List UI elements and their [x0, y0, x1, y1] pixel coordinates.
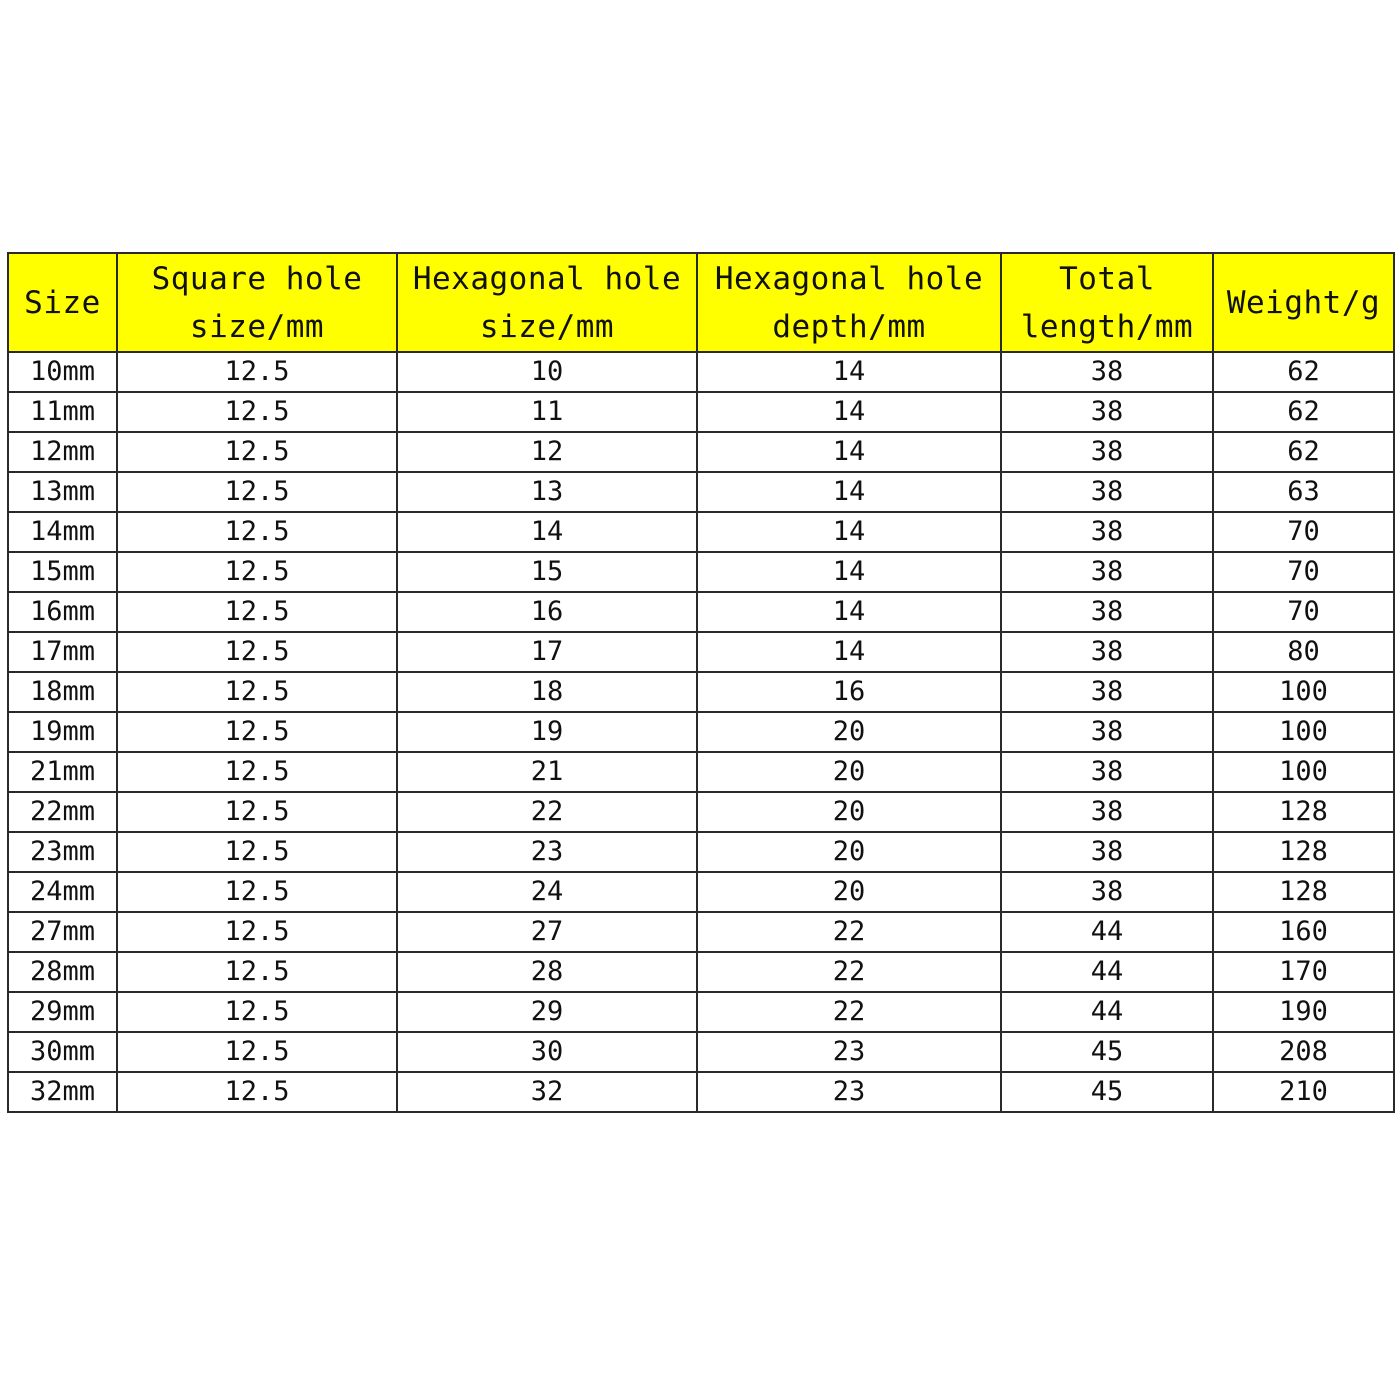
hexagonal-hole-size-cell: 12 [397, 432, 697, 472]
table-row [8, 392, 1394, 432]
total-length-cell: 44 [1001, 952, 1213, 992]
size-cell: 23mm [8, 832, 117, 872]
spec-table [7, 252, 1395, 1113]
hexagonal-hole-depth-cell: 20 [697, 792, 1001, 832]
weight-cell: 62 [1213, 392, 1394, 432]
size-cell: 29mm [8, 992, 117, 1032]
square-hole-size-cell: 12.5 [117, 912, 397, 952]
weight-cell: 128 [1213, 832, 1394, 872]
hexagonal-hole-size-cell: 10 [397, 352, 697, 392]
table-row [8, 792, 1394, 832]
hexagonal-hole-size-cell: 29 [397, 992, 697, 1032]
total-length-cell: 38 [1001, 792, 1213, 832]
total-length-cell: 38 [1001, 632, 1213, 672]
total-length-cell: 38 [1001, 472, 1213, 512]
hexagonal-hole-depth-cell: 20 [697, 752, 1001, 792]
hexagonal-hole-size-cell: 13 [397, 472, 697, 512]
table-row [8, 752, 1394, 792]
total-length-cell: 38 [1001, 552, 1213, 592]
total-length-cell: 38 [1001, 832, 1213, 872]
total-length-cell: 45 [1001, 1072, 1213, 1112]
hexagonal-hole-depth-cell: 14 [697, 392, 1001, 432]
weight-cell: 80 [1213, 632, 1394, 672]
weight-cell: 70 [1213, 552, 1394, 592]
hexagonal-hole-depth-cell: 14 [697, 512, 1001, 552]
size-cell: 10mm [8, 352, 117, 392]
table-row [8, 1072, 1394, 1112]
hexagonal-hole-size-cell: 16 [397, 592, 697, 632]
hexagonal-hole-depth-cell: 23 [697, 1072, 1001, 1112]
weight-cell: 128 [1213, 872, 1394, 912]
total-length-cell: 38 [1001, 712, 1213, 752]
square-hole-size-cell: 12.5 [117, 992, 397, 1032]
size-cell: 21mm [8, 752, 117, 792]
square-hole-size-cell: 12.5 [117, 592, 397, 632]
square-hole-size-cell: 12.5 [117, 1032, 397, 1072]
size-cell: 14mm [8, 512, 117, 552]
weight-cell: 190 [1213, 992, 1394, 1032]
size-cell: 24mm [8, 872, 117, 912]
hexagonal-hole-size-cell: 22 [397, 792, 697, 832]
table-header [8, 253, 1394, 352]
header-total-length: Total length/mm [1001, 253, 1213, 352]
hexagonal-hole-depth-cell: 14 [697, 472, 1001, 512]
hexagonal-hole-size-cell: 14 [397, 512, 697, 552]
table-row [8, 872, 1394, 912]
square-hole-size-cell: 12.5 [117, 752, 397, 792]
hexagonal-hole-size-cell: 11 [397, 392, 697, 432]
hexagonal-hole-size-cell: 21 [397, 752, 697, 792]
weight-cell: 210 [1213, 1072, 1394, 1112]
weight-cell: 70 [1213, 512, 1394, 552]
hexagonal-hole-depth-cell: 22 [697, 912, 1001, 952]
total-length-cell: 38 [1001, 432, 1213, 472]
hexagonal-hole-size-cell: 19 [397, 712, 697, 752]
header-square-hole-size: Square hole size/mm [117, 253, 397, 352]
size-cell: 22mm [8, 792, 117, 832]
header-weight: Weight/g [1213, 253, 1394, 352]
table-row [8, 592, 1394, 632]
square-hole-size-cell: 12.5 [117, 432, 397, 472]
weight-cell: 100 [1213, 712, 1394, 752]
total-length-cell: 38 [1001, 752, 1213, 792]
size-cell: 11mm [8, 392, 117, 432]
hexagonal-hole-size-cell: 30 [397, 1032, 697, 1072]
size-cell: 13mm [8, 472, 117, 512]
square-hole-size-cell: 12.5 [117, 1072, 397, 1112]
weight-cell: 208 [1213, 1032, 1394, 1072]
weight-cell: 128 [1213, 792, 1394, 832]
size-cell: 30mm [8, 1032, 117, 1072]
total-length-cell: 44 [1001, 992, 1213, 1032]
table-row [8, 672, 1394, 712]
weight-cell: 160 [1213, 912, 1394, 952]
weight-cell: 100 [1213, 672, 1394, 712]
weight-cell: 100 [1213, 752, 1394, 792]
hexagonal-hole-depth-cell: 14 [697, 432, 1001, 472]
square-hole-size-cell: 12.5 [117, 552, 397, 592]
header-size: Size [8, 253, 117, 352]
weight-cell: 70 [1213, 592, 1394, 632]
square-hole-size-cell: 12.5 [117, 672, 397, 712]
table-row [8, 352, 1394, 392]
hexagonal-hole-depth-cell: 14 [697, 592, 1001, 632]
total-length-cell: 45 [1001, 1032, 1213, 1072]
hexagonal-hole-depth-cell: 20 [697, 872, 1001, 912]
square-hole-size-cell: 12.5 [117, 872, 397, 912]
table-row [8, 512, 1394, 552]
header-hexagonal-hole-depth: Hexagonal hole depth/mm [697, 253, 1001, 352]
size-cell: 18mm [8, 672, 117, 712]
total-length-cell: 38 [1001, 872, 1213, 912]
table-row [8, 952, 1394, 992]
table-row [8, 1032, 1394, 1072]
hexagonal-hole-depth-cell: 14 [697, 352, 1001, 392]
total-length-cell: 44 [1001, 912, 1213, 952]
total-length-cell: 38 [1001, 352, 1213, 392]
table-row [8, 432, 1394, 472]
hexagonal-hole-size-cell: 15 [397, 552, 697, 592]
square-hole-size-cell: 12.5 [117, 392, 397, 432]
header-hexagonal-hole-size: Hexagonal hole size/mm [397, 253, 697, 352]
table-row [8, 832, 1394, 872]
hexagonal-hole-depth-cell: 20 [697, 712, 1001, 752]
table-row [8, 712, 1394, 752]
hexagonal-hole-depth-cell: 22 [697, 992, 1001, 1032]
size-cell: 27mm [8, 912, 117, 952]
square-hole-size-cell: 12.5 [117, 512, 397, 552]
hexagonal-hole-depth-cell: 22 [697, 952, 1001, 992]
hexagonal-hole-depth-cell: 23 [697, 1032, 1001, 1072]
size-cell: 19mm [8, 712, 117, 752]
table-row [8, 992, 1394, 1032]
hexagonal-hole-size-cell: 24 [397, 872, 697, 912]
size-cell: 16mm [8, 592, 117, 632]
table-row [8, 472, 1394, 512]
table-body [8, 352, 1394, 1112]
hexagonal-hole-depth-cell: 14 [697, 632, 1001, 672]
hexagonal-hole-size-cell: 28 [397, 952, 697, 992]
square-hole-size-cell: 12.5 [117, 472, 397, 512]
hexagonal-hole-depth-cell: 14 [697, 552, 1001, 592]
hexagonal-hole-size-cell: 23 [397, 832, 697, 872]
hexagonal-hole-size-cell: 18 [397, 672, 697, 712]
total-length-cell: 38 [1001, 592, 1213, 632]
square-hole-size-cell: 12.5 [117, 712, 397, 752]
table-row [8, 552, 1394, 592]
square-hole-size-cell: 12.5 [117, 792, 397, 832]
header-row [8, 253, 1394, 352]
hexagonal-hole-size-cell: 32 [397, 1072, 697, 1112]
weight-cell: 170 [1213, 952, 1394, 992]
weight-cell: 62 [1213, 432, 1394, 472]
size-cell: 17mm [8, 632, 117, 672]
hexagonal-hole-depth-cell: 20 [697, 832, 1001, 872]
hexagonal-hole-depth-cell: 16 [697, 672, 1001, 712]
hexagonal-hole-size-cell: 27 [397, 912, 697, 952]
size-cell: 12mm [8, 432, 117, 472]
square-hole-size-cell: 12.5 [117, 632, 397, 672]
size-cell: 32mm [8, 1072, 117, 1112]
total-length-cell: 38 [1001, 392, 1213, 432]
square-hole-size-cell: 12.5 [117, 352, 397, 392]
size-cell: 28mm [8, 952, 117, 992]
total-length-cell: 38 [1001, 512, 1213, 552]
total-length-cell: 38 [1001, 672, 1213, 712]
table-row [8, 632, 1394, 672]
table-row [8, 912, 1394, 952]
square-hole-size-cell: 12.5 [117, 952, 397, 992]
weight-cell: 62 [1213, 352, 1394, 392]
size-cell: 15mm [8, 552, 117, 592]
hexagonal-hole-size-cell: 17 [397, 632, 697, 672]
weight-cell: 63 [1213, 472, 1394, 512]
square-hole-size-cell: 12.5 [117, 832, 397, 872]
